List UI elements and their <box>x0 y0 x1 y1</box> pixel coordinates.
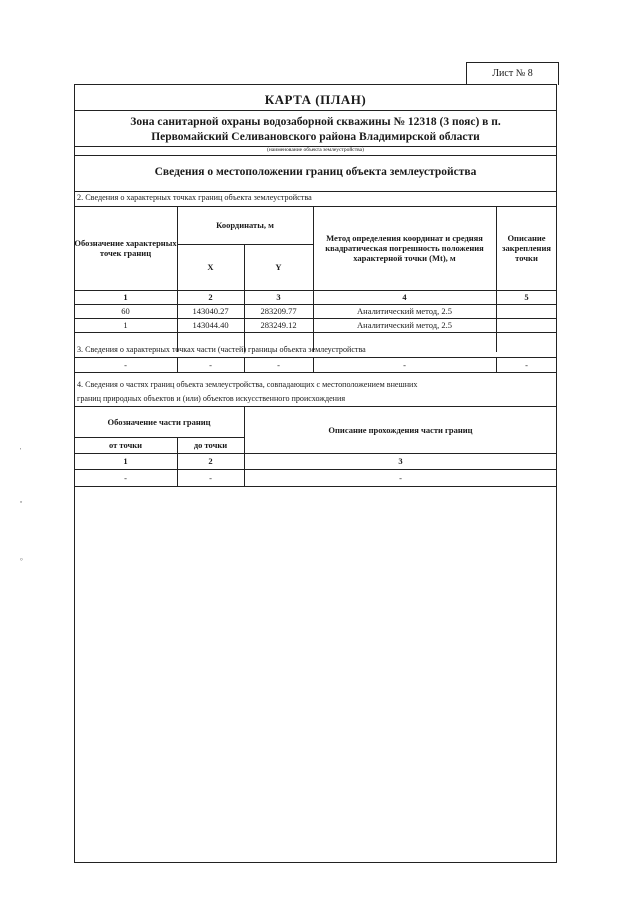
column-number: 3 <box>398 456 403 466</box>
margin-mark: ' <box>20 447 22 455</box>
table-cell-y: 283249.12 <box>260 320 297 330</box>
header-coordinates: Координаты, м <box>216 220 274 230</box>
table-cell-point: 1 <box>123 320 128 330</box>
header-part-description: Описание прохождения части границ <box>328 424 473 435</box>
header-method: Метод определения координат и средняя квадратическая погрешность положения характерной точки (Mt), м <box>325 233 484 263</box>
header-from-point: от точки <box>108 440 143 450</box>
divider <box>74 110 557 111</box>
object-name-line-2: Первомайский Селивановского района Владимирской области <box>151 131 480 143</box>
table-cell-x: 143040.27 <box>192 306 229 316</box>
header-description: Описание закрепления точки <box>502 233 551 263</box>
table-cell-desc <box>496 304 557 318</box>
table-cell-empty: - <box>124 359 127 370</box>
header-y: Y <box>275 262 282 272</box>
table-cell-empty: - <box>399 472 402 483</box>
margin-mark: ° <box>20 557 23 565</box>
table-cell-empty: - <box>209 359 212 370</box>
header-point-designation: Обозначение характерных точек границ <box>74 238 177 258</box>
column-number: 3 <box>276 292 281 302</box>
column-number: 1 <box>123 456 128 466</box>
section-4-heading-line-2: границ природных объектов и (или) объектов искусственного происхождения <box>77 394 346 403</box>
column-number: 4 <box>402 292 407 302</box>
table-cell-empty: - <box>277 359 280 370</box>
table-cell-empty: - <box>209 472 212 483</box>
divider <box>74 191 557 192</box>
header-to-point: до точки <box>193 440 228 450</box>
table-cell-point: 60 <box>121 306 130 316</box>
table-cell-x: 143044.40 <box>192 320 229 330</box>
margin-mark: º <box>20 500 23 508</box>
section-title: Сведения о местоположении границ объекта землеустройства <box>154 166 477 178</box>
table-cell-desc <box>496 318 557 332</box>
object-caption: (наименование объекта землеустройства) <box>267 147 364 153</box>
header-x: X <box>207 262 214 272</box>
section-4-heading-line-1: 4. Сведения о частях границ объекта землеустройства, совпадающих с местоположением внешних <box>77 380 418 389</box>
object-name-line-1: Зона санитарной охраны водозаборной скважины № 12318 (3 пояс) в п. <box>130 116 501 128</box>
table-cell-y: 283209.77 <box>260 306 297 316</box>
column-number: 1 <box>123 292 128 302</box>
divider <box>74 372 557 373</box>
header-part-designation: Обозначение части границ <box>107 416 211 427</box>
document-title: КАРТА (ПЛАН) <box>264 92 367 107</box>
column-number: 2 <box>208 292 213 302</box>
divider <box>74 332 557 333</box>
column-number: 2 <box>208 456 213 466</box>
divider <box>74 486 557 487</box>
section-3-heading: 3. Сведения о характерных точках части (частей) границы объекта землеустройства <box>77 345 366 354</box>
divider <box>74 155 557 156</box>
table-cell-empty: - <box>124 472 127 483</box>
table-cell-method: Аналитический метод, 2.5 <box>357 306 452 316</box>
table-cell-empty: - <box>525 359 528 370</box>
table-cell-method: Аналитический метод, 2.5 <box>357 320 452 330</box>
sheet-number-label: Лист № 8 <box>466 62 559 85</box>
column-number: 5 <box>524 292 529 302</box>
table-cell-empty: - <box>403 359 406 370</box>
section-2-heading: 2. Сведения о характерных точках границ объекта землеустройства <box>77 193 312 202</box>
